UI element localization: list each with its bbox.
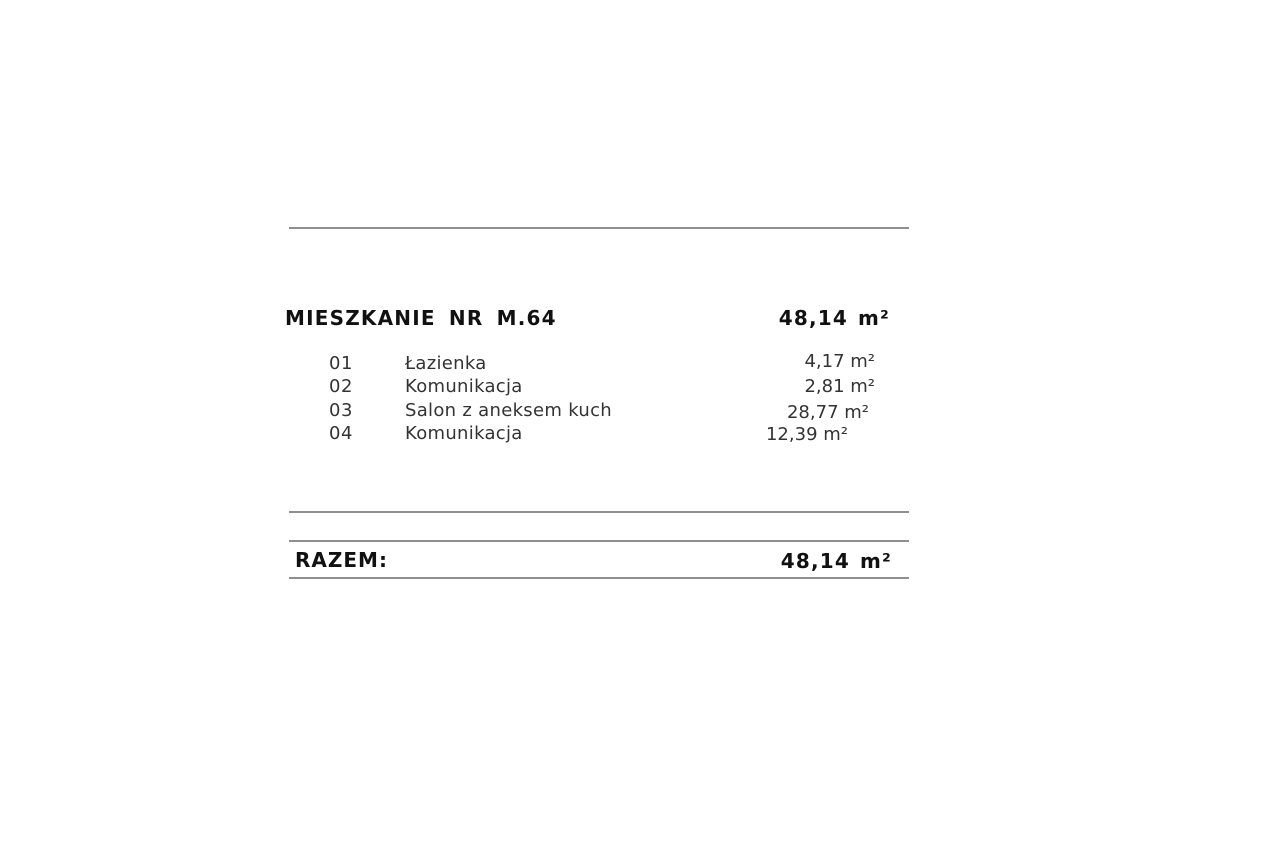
room-number: 01 (329, 353, 353, 374)
room-number: 04 (329, 423, 353, 444)
summary-total-area (700, 549, 892, 573)
room-number: 03 (329, 400, 353, 421)
room-area: 2,81 m² (804, 376, 875, 397)
summary-area-unit: m² (860, 549, 892, 573)
top-divider (289, 227, 909, 229)
summary-label: RAZEM: (295, 548, 388, 572)
room-name: Łazienka (405, 353, 487, 374)
room-number: 02 (329, 376, 353, 397)
apartment-area-unit: m² (858, 306, 890, 330)
room-area: 28,77 m² (786, 402, 869, 423)
room-name: Komunikacja (405, 423, 523, 444)
apartment-title: MIESZKANIE NR M.64 (285, 306, 557, 330)
room-name: Komunikacja (405, 376, 523, 397)
room-name: Salon z aneksem kuch (405, 400, 612, 421)
apartment-area-value: 48,14 (778, 306, 848, 330)
summary-top-divider (289, 540, 909, 542)
apartment-total-area (700, 306, 890, 330)
summary-bottom-divider (289, 577, 909, 579)
room-area: 4,17 m² (804, 351, 875, 372)
room-area: 12,39 m² (765, 424, 848, 445)
middle-divider (289, 511, 909, 513)
summary-area-value: 48,14 (780, 549, 850, 573)
